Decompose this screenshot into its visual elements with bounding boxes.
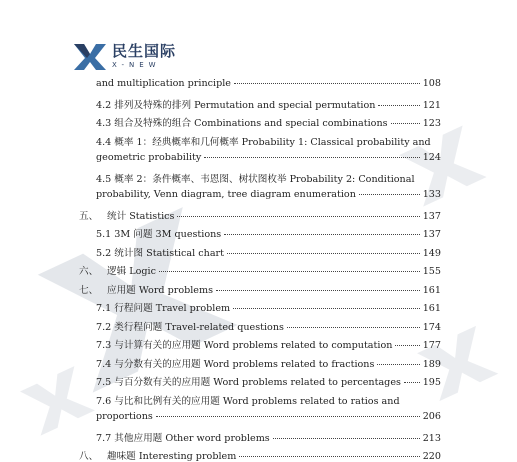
toc-entry-page: 108 <box>422 78 441 89</box>
toc-leader <box>273 438 420 439</box>
toc-entry[interactable] <box>96 337 441 351</box>
toc-chapter-page: 161 <box>422 285 441 296</box>
toc-leader <box>395 345 419 346</box>
toc-entry-page: 213 <box>422 433 441 444</box>
toc-entry-title: 7.4 与分数有关的应用题 Word problems related to fractions <box>96 359 375 370</box>
toc-leader <box>156 416 420 417</box>
toc-entry-title: 5.2 统计图 Statistical chart <box>96 248 224 259</box>
toc-leader <box>204 157 419 158</box>
toc-chapter-title: 趣味题 Interesting problem <box>107 451 237 462</box>
toc-leader <box>234 83 420 84</box>
toc-leader <box>216 290 420 291</box>
toc-entry-page: 123 <box>422 118 441 129</box>
brand-name-en: X-NEW <box>112 60 161 69</box>
toc-chapter-title: 统计 Statistics <box>107 211 175 222</box>
toc-entry[interactable] <box>96 411 441 422</box>
toc-entry-page: 121 <box>422 100 441 111</box>
toc-entry-page: 124 <box>422 152 441 163</box>
toc-chapter-number: 七、 <box>79 285 99 296</box>
toc-leader <box>177 216 419 217</box>
toc-entry[interactable] <box>96 356 441 370</box>
toc-entry-page: 189 <box>422 359 441 370</box>
watermark-logo-icon <box>2 354 109 446</box>
toc-entry-title: 7.5 与百分数有关的应用题 Word problems related to percentages <box>96 377 401 388</box>
toc-entry-title: 5.1 3M 问题 3M questions <box>96 229 222 240</box>
toc-leader <box>159 271 420 272</box>
toc-entry-title: 7.1 行程问题 Travel problem <box>96 303 231 314</box>
toc-entry[interactable] <box>96 226 441 240</box>
toc-entry[interactable] <box>96 245 441 259</box>
toc-entry-title: and multiplication principle <box>96 78 231 89</box>
toc-entry[interactable] <box>96 152 441 163</box>
toc-chapter-title: 逻辑 Logic <box>107 266 156 277</box>
toc-entry-title: 7.3 与计算有关的应用题 Word problems related to computation <box>96 340 393 351</box>
toc-entry-title: proportions <box>96 411 153 422</box>
toc-entry-title: 4.3 组合及特殊的组合 Combinations and special combinations <box>96 118 388 129</box>
toc-entry-title[interactable]: 7.6 与比和比例有关的应用题 Word problems related to ratios and <box>96 396 400 407</box>
toc-entry[interactable] <box>96 189 441 200</box>
toc-chapter-number: 八、 <box>79 451 99 462</box>
toc-entry-title[interactable]: 4.5 概率 2：条件概率、韦恩图、树状图枚举 Probability 2: Conditional <box>96 174 415 185</box>
toc-entry[interactable] <box>96 430 441 444</box>
toc-leader <box>233 308 420 309</box>
toc-entry-title: probability, Venn diagram, tree diagram enumeration <box>96 189 356 200</box>
toc-chapter[interactable] <box>79 448 441 462</box>
toc-entry-page: 195 <box>422 377 441 388</box>
toc-entry-page: 174 <box>422 322 441 333</box>
toc-chapter-number: 六、 <box>79 266 99 277</box>
brand-logo <box>70 40 176 72</box>
toc-chapter-title: 应用题 Word problems <box>107 285 214 296</box>
toc-chapter-page: 155 <box>422 266 441 277</box>
toc-chapter[interactable] <box>79 263 441 277</box>
toc-entry[interactable] <box>96 97 441 111</box>
toc-leader <box>239 456 419 457</box>
toc-entry-title[interactable]: 4.4 概率 1：经典概率和几何概率 Probability 1: Classical probability and <box>96 137 431 148</box>
toc-chapter[interactable] <box>79 282 441 296</box>
toc-entry-title: geometric probability <box>96 152 202 163</box>
toc-chapter-page: 220 <box>422 451 441 462</box>
toc-entry[interactable] <box>96 300 441 314</box>
toc-entry-title: 7.7 其他应用题 Other word problems <box>96 433 270 444</box>
toc-leader <box>287 327 420 328</box>
toc-leader <box>377 364 419 365</box>
toc-chapter-number: 五、 <box>79 211 99 222</box>
toc-leader <box>224 234 419 235</box>
toc-entry-page: 137 <box>422 229 441 240</box>
toc-leader <box>391 123 420 124</box>
toc-leader <box>378 105 419 106</box>
brand-name-cn: 民生国际 <box>112 41 177 60</box>
toc-entry-page: 161 <box>422 303 441 314</box>
toc-entry[interactable] <box>96 319 441 333</box>
toc-entry-page: 177 <box>422 340 441 351</box>
toc-entry[interactable] <box>96 374 441 388</box>
toc-entry-title: 4.2 排列及特殊的排列 Permutation and special permutation <box>96 100 376 111</box>
toc-entry[interactable] <box>96 78 441 89</box>
toc-entry[interactable] <box>96 115 441 129</box>
toc-entry-title: 7.2 类行程问题 Travel-related questions <box>96 322 284 333</box>
toc-entry-page: 133 <box>422 189 441 200</box>
toc-entry-page: 149 <box>422 248 441 259</box>
toc-leader <box>227 253 420 254</box>
toc-leader <box>359 194 420 195</box>
toc-entry-page: 206 <box>422 411 441 422</box>
toc-chapter[interactable] <box>79 208 441 222</box>
toc-leader <box>404 382 420 383</box>
x-logo-icon <box>70 40 108 72</box>
toc-chapter-page: 137 <box>422 211 441 222</box>
